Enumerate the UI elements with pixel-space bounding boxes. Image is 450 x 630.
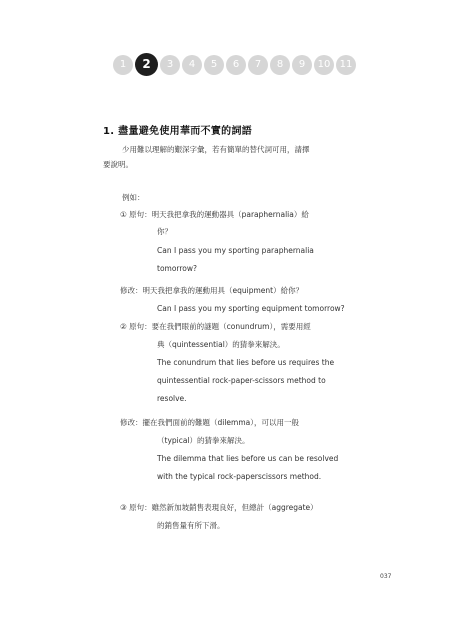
example-1-original-english: tomorrow?: [157, 264, 197, 273]
example-2-revised-english: The dilemma that lies before us can be resolved: [157, 454, 339, 463]
example-2-revised-english: with the typical rock-paperscissors method.: [157, 472, 322, 481]
example-2-original-english: The conundrum that lies before us requires the: [157, 358, 335, 367]
example-3-original-line: 的銷售量有所下滑。: [157, 521, 225, 530]
example-2-revised-line: 修改：擺在我們面前的難題（dilemma），可以用一般: [120, 418, 299, 427]
chapter-11-indicator: 11: [336, 55, 356, 75]
chapter-1-indicator: 1: [113, 55, 133, 75]
example-2-revised-line: （typical）的猜拳來解決。: [157, 436, 250, 445]
example-2-original-english: quintessential rock-paper-scissors method to: [157, 376, 326, 385]
example-heading: 例如：: [122, 193, 145, 202]
example-1-original-line: 你？: [157, 227, 172, 236]
chapter-5-indicator: 5: [204, 55, 224, 75]
chapter-7-indicator: 7: [248, 55, 268, 75]
page-number: 037: [380, 573, 392, 580]
chapter-6-indicator: 6: [226, 55, 246, 75]
chapter-nav: [113, 55, 356, 76]
example-1-original-english: Can I pass you my sporting paraphernalia: [157, 246, 314, 255]
chapter-9-indicator: 9: [292, 55, 312, 75]
chapter-2-indicator-active: 2: [135, 53, 158, 76]
chapter-8-indicator: 8: [270, 55, 290, 75]
example-2-original-english: resolve.: [157, 394, 187, 403]
chapter-4-indicator: 4: [182, 55, 202, 75]
example-1-original-line: ① 原句：明天我把拿我的運動器具（paraphernalia）給: [120, 210, 309, 219]
chapter-3-indicator: 3: [160, 55, 180, 75]
intro-line: 少用難以理解的艱深字彙，若有簡單的替代詞可用，請擇: [122, 145, 310, 154]
example-2-original-line: ② 原句：要在我們眼前的謎題（conundrum），需要用經: [120, 322, 311, 331]
section-title: 1. 盡量避免使用華而不實的詞語: [103, 126, 253, 137]
chapter-10-indicator: 10: [314, 55, 334, 75]
intro-line: 要說明。: [103, 160, 133, 169]
example-2-original-line: 典（quintessential）的猜拳來解決。: [157, 340, 285, 349]
example-3-original-line: ③ 原句：雖然新加坡銷售表現良好，但總計（aggregate）: [120, 503, 318, 512]
example-1-revised-english: Can I pass you my sporting equipment tomorrow?: [157, 304, 345, 313]
example-1-revised-line: 修改：明天我把拿我的運動用具（equipment）給你？: [120, 286, 304, 295]
